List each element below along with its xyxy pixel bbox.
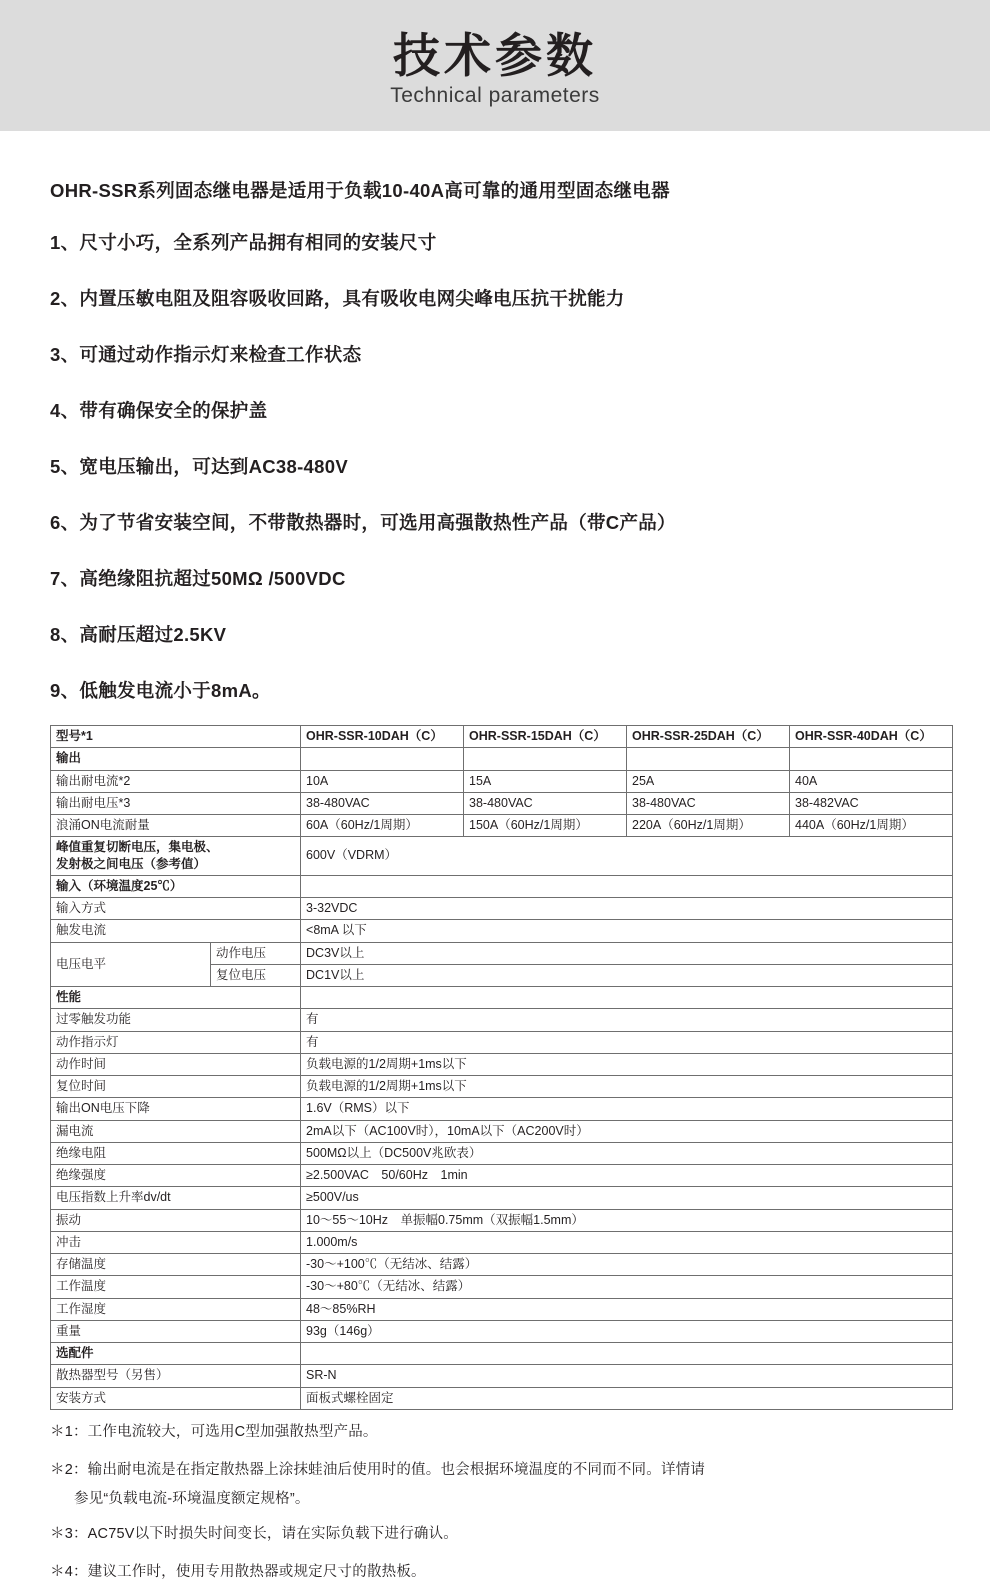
row-label: 振动 <box>51 1209 301 1231</box>
page-content <box>0 177 990 1584</box>
row-value: 3-32VDC <box>301 898 953 920</box>
table-row <box>51 920 953 942</box>
row-value: -30～+100℃（无结冰、结露） <box>301 1254 953 1276</box>
row-value: 38-480VAC <box>464 792 627 814</box>
table-row <box>51 1053 953 1075</box>
page-title: 技术参数 <box>393 28 597 82</box>
table-header-cell-model-1: OHR-SSR-10DAH（C） <box>301 726 464 748</box>
section-label: 输入（环境温度25℃） <box>51 875 301 897</box>
row-value: 15A <box>464 770 627 792</box>
row-label: 复位时间 <box>51 1076 301 1098</box>
row-label: 存储温度 <box>51 1254 301 1276</box>
table-section-row-output <box>51 748 953 770</box>
table-section-row-input <box>51 875 953 897</box>
row-value: ≥2.500VAC 50/60Hz 1min <box>301 1165 953 1187</box>
row-value: 40A <box>790 770 953 792</box>
row-value: 150A（60Hz/1周期） <box>464 815 627 837</box>
table-row <box>51 942 953 964</box>
row-value: 负载电源的1/2周期+1ms以下 <box>301 1053 953 1075</box>
table-row <box>51 815 953 837</box>
list-item: 8、高耐压超过2.5KV <box>50 624 227 645</box>
row-label: 过零触发功能 <box>51 1009 301 1031</box>
row-label: 重量 <box>51 1320 301 1342</box>
footnote: ＊1：工作电流较大，可选用C型加强散热型产品。 <box>50 1423 378 1440</box>
table-row <box>51 1098 953 1120</box>
empty-cell <box>301 987 953 1009</box>
table-row <box>51 1365 953 1387</box>
empty-cell <box>301 748 464 770</box>
section-label: 性能 <box>51 987 301 1009</box>
row-value: 有 <box>301 1031 953 1053</box>
empty-cell <box>790 748 953 770</box>
row-value: 440A（60Hz/1周期） <box>790 815 953 837</box>
row-value: 48～85%RH <box>301 1298 953 1320</box>
row-value: 10A <box>301 770 464 792</box>
table-row <box>51 1320 953 1342</box>
table-header-row <box>51 726 953 748</box>
specification-table-wrapper <box>50 725 940 1410</box>
row-value: ≥500V/us <box>301 1187 953 1209</box>
row-label: 输出ON电压下降 <box>51 1098 301 1120</box>
row-label: 电压电平 <box>51 942 211 987</box>
row-value: 600V（VDRM） <box>301 837 953 876</box>
row-label: 浪涌ON电流耐量 <box>51 815 301 837</box>
row-label: 动作时间 <box>51 1053 301 1075</box>
empty-cell <box>301 875 953 897</box>
row-value: 38-480VAC <box>301 792 464 814</box>
row-value: 500MΩ以上（DC500V兆欧表） <box>301 1142 953 1164</box>
row-value: 93g（146g） <box>301 1320 953 1342</box>
row-label <box>51 837 301 876</box>
table-row <box>51 1165 953 1187</box>
table-row <box>51 1254 953 1276</box>
row-sublabel: 复位电压 <box>211 964 301 986</box>
empty-cell <box>464 748 627 770</box>
row-value: 10～55～10Hz 单振幅0.75mm（双振幅1.5mm） <box>301 1209 953 1231</box>
row-label: 电压指数上升率dv/dt <box>51 1187 301 1209</box>
empty-cell <box>301 1343 953 1365</box>
row-value: DC1V以上 <box>301 964 953 986</box>
table-header-cell-model-3: OHR-SSR-25DAH（C） <box>627 726 790 748</box>
row-label: 输出耐电流*2 <box>51 770 301 792</box>
page-banner <box>0 0 990 131</box>
table-row <box>51 1387 953 1409</box>
row-label: 工作湿度 <box>51 1298 301 1320</box>
row-label: 漏电流 <box>51 1120 301 1142</box>
table-row <box>51 1231 953 1253</box>
row-value: 2mA以下（AC100V时），10mA以下（AC200V时） <box>301 1120 953 1142</box>
row-value: 有 <box>301 1009 953 1031</box>
row-value: 25A <box>627 770 790 792</box>
list-item: 4、带有确保安全的保护盖 <box>50 400 268 421</box>
footnotes <box>50 1422 940 1584</box>
table-header-cell-model: 型号*1 <box>51 726 301 748</box>
list-item: 9、低触发电流小于8mA。 <box>50 680 271 701</box>
footnote: ＊4：建议工作时，使用专用散热器或规定尺寸的散热板。 <box>50 1564 426 1580</box>
list-item: 5、宽电压输出，可达到AC38-480V <box>50 456 348 477</box>
row-value: DC3V以上 <box>301 942 953 964</box>
row-label: 散热器型号（另售） <box>51 1365 301 1387</box>
row-value: -30～+80℃（无结冰、结露） <box>301 1276 953 1298</box>
table-row <box>51 898 953 920</box>
row-label: 绝缘电阻 <box>51 1142 301 1164</box>
row-value: <8mA 以下 <box>301 920 953 942</box>
row-value: 1.6V（RMS）以下 <box>301 1098 953 1120</box>
section-label: 选配件 <box>51 1343 301 1365</box>
footnote-continuation: 参见“负载电流-环境温度额定规格”。 <box>74 1491 310 1508</box>
table-row <box>51 1209 953 1231</box>
table-row <box>51 792 953 814</box>
row-value: 负载电源的1/2周期+1ms以下 <box>301 1076 953 1098</box>
table-section-row-performance <box>51 987 953 1009</box>
table-row <box>51 1142 953 1164</box>
page-subtitle: Technical parameters <box>390 84 600 108</box>
row-label: 输出耐电压*3 <box>51 792 301 814</box>
row-value: 面板式螺栓固定 <box>301 1387 953 1409</box>
section-label: 输出 <box>51 748 301 770</box>
row-label: 动作指示灯 <box>51 1031 301 1053</box>
table-row <box>51 1298 953 1320</box>
table-row <box>51 770 953 792</box>
row-label-line2: 发射极之间电压（参考值） <box>56 856 207 871</box>
row-label: 安装方式 <box>51 1387 301 1409</box>
table-row <box>51 1076 953 1098</box>
table-row <box>51 837 953 876</box>
row-value: 38-480VAC <box>627 792 790 814</box>
row-value: 38-482VAC <box>790 792 953 814</box>
intro-paragraph: OHR-SSR系列固态继电器是适用于负载10-40A高可靠的通用型固态继电器 <box>50 180 670 201</box>
table-header-cell-model-4: OHR-SSR-40DAH（C） <box>790 726 953 748</box>
list-item: 2、内置压敏电阻及阻容吸收回路，具有吸收电网尖峰电压抗干扰能力 <box>50 288 625 309</box>
row-label-line1: 峰值重复切断电压，集电极、 <box>56 840 219 855</box>
table-row <box>51 1120 953 1142</box>
list-item: 6、为了节省安装空间，不带散热器时，可选用高强散热性产品（带C产品） <box>50 512 676 533</box>
footnote: ＊3：AC75V以下时损失时间变长，请在实际负载下进行确认。 <box>50 1526 459 1543</box>
specification-table <box>50 725 953 1410</box>
row-value: 1.000m/s <box>301 1231 953 1253</box>
table-header-cell-model-2: OHR-SSR-15DAH（C） <box>464 726 627 748</box>
row-value: 220A（60Hz/1周期） <box>627 815 790 837</box>
list-item: 3、可通过动作指示灯来检查工作状态 <box>50 344 362 365</box>
row-label: 绝缘强度 <box>51 1165 301 1187</box>
table-row <box>51 1276 953 1298</box>
list-item: 1、尺寸小巧，全系列产品拥有相同的安装尺寸 <box>50 232 437 253</box>
row-label: 工作温度 <box>51 1276 301 1298</box>
table-row <box>51 1187 953 1209</box>
empty-cell <box>627 748 790 770</box>
row-value: SR-N <box>301 1365 953 1387</box>
footnote: ＊2：输出耐电流是在指定散热器上涂抹蛙油后使用时的值。也会根据环境温度的不同而不同。详情请 <box>50 1461 706 1478</box>
row-label: 冲击 <box>51 1231 301 1253</box>
feature-list <box>50 229 940 703</box>
list-item: 7、高绝缘阻抗超过50MΩ /500VDC <box>50 568 346 589</box>
row-value: 60A（60Hz/1周期） <box>301 815 464 837</box>
table-section-row-options <box>51 1343 953 1365</box>
row-label: 输入方式 <box>51 898 301 920</box>
table-row <box>51 1031 953 1053</box>
table-row <box>51 1009 953 1031</box>
row-label: 触发电流 <box>51 920 301 942</box>
row-sublabel: 动作电压 <box>211 942 301 964</box>
